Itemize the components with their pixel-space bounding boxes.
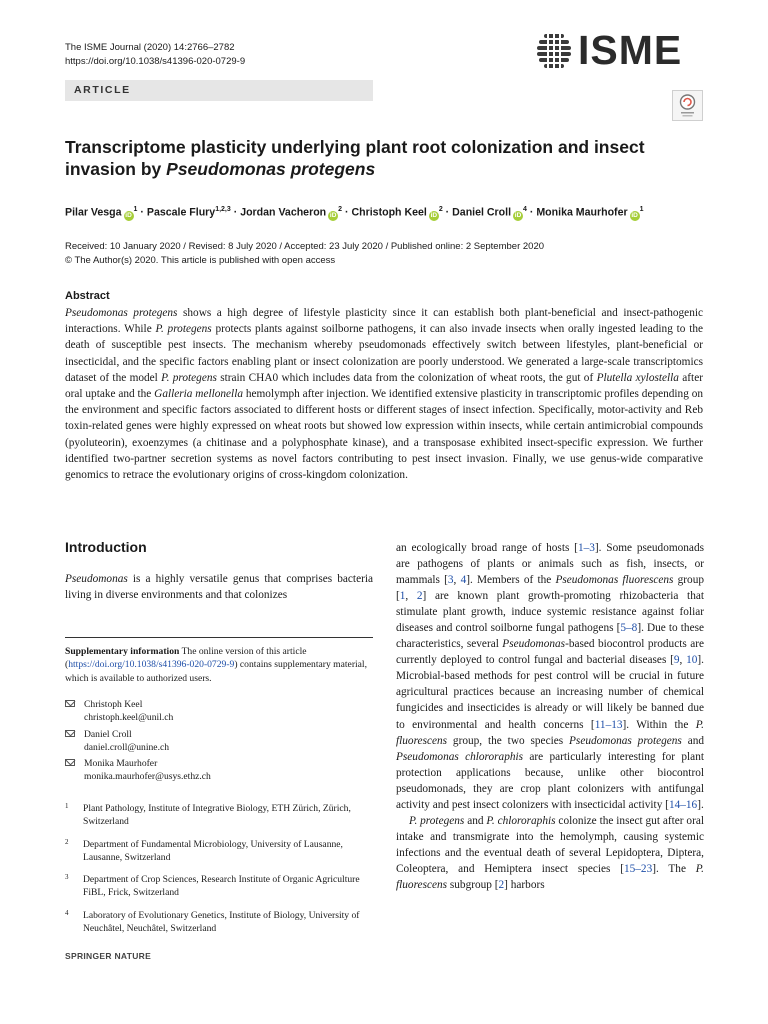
species-name: P. fluorescens <box>396 862 705 891</box>
paragraph-text: an ecologically broad range of hosts [ <box>396 542 578 554</box>
author-separator: · <box>442 206 453 219</box>
introduction-left-column <box>65 571 373 603</box>
paragraph-text: ]. Members of the <box>466 574 556 587</box>
envelope-icon <box>65 759 75 766</box>
paragraph-text: ] harbors <box>504 878 545 891</box>
abstract-text: hemolymph after injection. We identified extensive plasticity in transcriptomic profiles depending on the environment and specific factors associated to different hosts or different stages of insect infection. Specifically, motor-activity and Reb toxin-related genes were highly expressed on wheat roots but showed low expression within insects, while certain antimicrobial compounds (pyoluteorin), exoenzymes (a chitinase and a polyphosphate kinase), and a transposase exhibited insect-specific expression. We further identified two-partner secretion systems as novel factors contributing to pest insect invasion. Finally, we use genus-wide comparative genomics to retrace the evolutionary origins of cross-kingdom colonization. <box>65 388 703 482</box>
isme-logo[interactable] <box>534 27 683 73</box>
contact-name: Daniel Croll <box>84 728 132 740</box>
citation-link[interactable]: 2 <box>416 590 423 603</box>
supplementary-link[interactable]: https://doi.org/10.1038/s41396-020-0729-9 <box>68 659 235 671</box>
abstract-species: Pseudomonas protegens <box>65 307 178 319</box>
citation-link[interactable]: 5–8 <box>620 622 638 635</box>
author-list <box>65 203 715 221</box>
author-name[interactable]: Jordan Vacheron <box>240 206 327 219</box>
citation-link[interactable]: 11–13 <box>594 718 623 731</box>
abstract-species: P. protegens <box>161 371 217 384</box>
author-separator: · <box>137 206 147 219</box>
author-affiliation-number: 1 <box>133 206 138 213</box>
paragraph-text: and <box>464 814 487 827</box>
paragraph-text: ]. <box>697 798 704 811</box>
abstract-body <box>65 305 703 483</box>
check-for-updates-button[interactable] <box>672 90 703 121</box>
publication-dates <box>65 240 705 267</box>
citation-link[interactable]: 9 <box>673 654 680 667</box>
paragraph-text: , <box>453 574 461 587</box>
intro-paragraph <box>396 813 704 893</box>
contact-email[interactable]: christoph.keel@unil.ch <box>84 712 174 724</box>
affiliation-entry <box>65 802 373 829</box>
abstract-species: Galleria mellonella <box>154 388 243 401</box>
title-text: Transcriptome plasticity underlying plant root colonization and insect invasion by <box>65 137 645 179</box>
affiliation-number: 4 <box>65 908 69 917</box>
article-title <box>65 136 705 180</box>
paragraph-text: ]. Within the <box>622 718 696 731</box>
citation-link[interactable]: 3 <box>447 574 454 587</box>
intro-text: is a highly versatile genus that comprises bacteria living in diverse environments and that colonizes <box>65 573 373 602</box>
contact-email[interactable]: monika.maurhofer@usys.ethz.ch <box>84 771 211 783</box>
abstract-species: Plutella xylostella <box>596 371 679 384</box>
citation-link[interactable]: 10 <box>686 654 698 667</box>
contact-entry <box>65 757 373 784</box>
species-name: P. chlororaphis <box>486 814 556 827</box>
envelope-icon <box>65 730 75 737</box>
affiliation-number: 1 <box>65 802 69 810</box>
paragraph-text: group, the two species <box>447 734 570 747</box>
author-separator: · <box>342 206 352 219</box>
contact-email[interactable]: daniel.croll@unine.ch <box>84 741 170 753</box>
supplementary-information <box>65 645 373 685</box>
journal-citation: The ISME Journal (2020) 14:2766–2782 <box>65 42 235 53</box>
article-type-label: ARTICLE <box>74 84 131 96</box>
paragraph-text: ]. Due to these characteristics, several <box>396 622 704 651</box>
author-affiliation-number: 4 <box>523 206 527 213</box>
species-name: Pseudomonas protegens <box>569 734 682 747</box>
doi-link[interactable]: https://doi.org/10.1038/s41396-020-0729-9 <box>65 56 246 67</box>
contact-entry <box>65 698 373 725</box>
abstract-text: protects plants against soilborne pathogens, it can also invade insects when orally ingested leading to the death of susceptible pest insects. The mechanism whereby pseudomonads effectively switch between lifestyles, plant-beneficial or insecticidal, and the specific factors enabling plant or insect colonization are poorly understood. We generated a large-scale transcriptomics dataset of the model <box>65 323 704 384</box>
paragraph-text: ] are known plant growth-promoting rhizobacteria that stimulate plant growth, induce systemic resistance against foliar diseases and control soilborne fungal pathogens [ <box>396 590 704 635</box>
citation-link[interactable]: 2 <box>498 878 505 891</box>
contact-entry <box>65 728 373 755</box>
citation-link[interactable]: 14–16 <box>668 798 698 811</box>
author-affiliation-number: 2 <box>438 206 443 213</box>
author-name[interactable]: Monika Maurhofer <box>536 206 628 219</box>
contact-name: Christoph Keel <box>84 699 143 710</box>
species-name: P. fluorescens <box>396 718 704 747</box>
author-name[interactable]: Christoph Keel <box>351 206 427 219</box>
citation-link[interactable]: 4 <box>460 574 467 587</box>
article-type-bar <box>65 80 373 101</box>
paragraph-text: , <box>679 654 687 667</box>
check-for-updates-icon <box>673 91 702 120</box>
affiliation-text: Department of Fundamental Microbiology, University of Lausanne, Lausanne, Switzerland <box>83 838 343 863</box>
intro-genus: Pseudomonas <box>65 573 128 585</box>
paragraph-text: ]. Some pseudomonads are pathogens of plants or animals such as fish, insects, or mammals [ <box>396 542 704 587</box>
history-dates: Received: 10 January 2020 / Revised: 8 July 2020 / Accepted: 23 July 2020 / Published online: 2 September 2020 <box>65 241 545 252</box>
species-name: Pseudomonas fluorescens <box>555 574 674 587</box>
author-separator: · <box>230 206 241 219</box>
author-affiliation-number: 1,2,3 <box>215 206 231 213</box>
abstract-species: P. protegens <box>155 323 212 336</box>
paragraph-text: colonize the insect gut after oral intake and transmigrate into the hemolymph, causing systemic infections and the eventual death of several Lepidoptera, Diptera, Coleoptera, and Hemiptera insect species [ <box>396 814 704 875</box>
orcid-icon[interactable]: iD <box>125 211 132 219</box>
affiliation-text: Plant Pathology, Institute of Integrative Biology, ETH Zürich, Zürich, Switzerland <box>83 803 351 828</box>
abstract-text: shows a high degree of lifestyle plasticity since it can establish both plant-beneficial and insect-pathogenic interactions. While <box>65 307 703 336</box>
affiliation-text: Laboratory of Evolutionary Genetics, Institute of Biology, University of Neuchâtel, Neuchâtel, Switzerland <box>83 909 360 935</box>
affiliation-number: 3 <box>65 873 69 882</box>
author-separator: · <box>526 206 537 219</box>
contact-name: Monika Maurhofer <box>84 758 158 770</box>
author-name[interactable]: Pilar Vesga <box>65 206 122 219</box>
species-name: Pseudomonas chlororaphis <box>396 750 524 763</box>
affiliation-entry <box>65 873 373 900</box>
orcid-icon[interactable]: iD <box>430 211 438 219</box>
copyright-notice: © The Author(s) 2020. This article is published with open access <box>65 254 336 266</box>
affiliation-text: Department of Crop Sciences, Research Institute of Organic Agriculture FiBL, Frick, Switzerland <box>83 874 360 899</box>
species-name: Pseudomonas <box>502 638 566 651</box>
affiliation-entry <box>65 909 373 936</box>
abstract-text: after oral uptake and the <box>65 371 703 401</box>
paragraph-text: are particularly interesting for plant protection applications because, unlike other biocontrol pseudomonads, they are crop plant colonizers with antifungal activity and pest insect colonizers with insecticidal activity [ <box>396 750 704 811</box>
supplementary-text: ) contains supplementary material, which is available to authorized users. <box>65 659 367 684</box>
author-affiliation-number: 2 <box>338 206 343 213</box>
affiliation-entry <box>65 838 373 865</box>
paragraph-text: ]. The <box>652 862 696 875</box>
paragraph-text: , <box>405 590 417 603</box>
globe-icon <box>534 30 574 70</box>
paragraph-text: and <box>681 734 705 747</box>
introduction-right-column <box>396 540 704 893</box>
species-name: P. protegens <box>409 814 465 827</box>
citation-link[interactable]: 1 <box>399 590 406 603</box>
orcid-icon[interactable]: iD <box>329 211 337 219</box>
intro-paragraph <box>396 540 704 813</box>
corresponding-authors <box>65 698 373 787</box>
publisher-logo: SPRINGER NATURE <box>65 951 152 961</box>
author-name[interactable]: Daniel Croll <box>452 206 512 219</box>
orcid-icon[interactable]: iD <box>514 211 522 219</box>
abstract-heading: Abstract <box>65 290 110 302</box>
affiliations <box>65 802 373 944</box>
envelope-icon <box>65 700 75 707</box>
title-species: Pseudomonas protegens <box>166 159 376 179</box>
citation-link[interactable]: 15–23 <box>623 862 653 875</box>
footnote-divider <box>65 637 373 638</box>
journal-info <box>65 41 245 69</box>
orcid-icon[interactable]: iD <box>631 211 638 219</box>
paragraph-text: subgroup [ <box>447 878 499 891</box>
author-name[interactable]: Pascale Flury <box>146 206 216 219</box>
logo-text: ISME <box>578 27 683 73</box>
author-affiliation-number: 1 <box>639 206 644 213</box>
supplementary-label: Supplementary information <box>65 646 180 657</box>
supplementary-text: The online version of this article ( <box>65 646 307 671</box>
introduction-heading: Introduction <box>65 539 147 555</box>
citation-link[interactable]: 1–3 <box>577 542 595 554</box>
paragraph-text: group [ <box>396 574 704 603</box>
paragraph-text: -based biocontrol products are currently deployed to control fungal and bacterial diseases [ <box>396 638 704 667</box>
abstract-text: strain CHA0 which includes data from the colonization of wheat roots, the gut of <box>216 371 597 384</box>
affiliation-number: 2 <box>65 837 69 846</box>
paragraph-text: ]. Microbial-based methods for pest control will be crucial in future agricultural practices because an increasing number of chemical fungicides and insecticides is already or will likely be banned due to environmental and health concerns [ <box>396 654 704 731</box>
